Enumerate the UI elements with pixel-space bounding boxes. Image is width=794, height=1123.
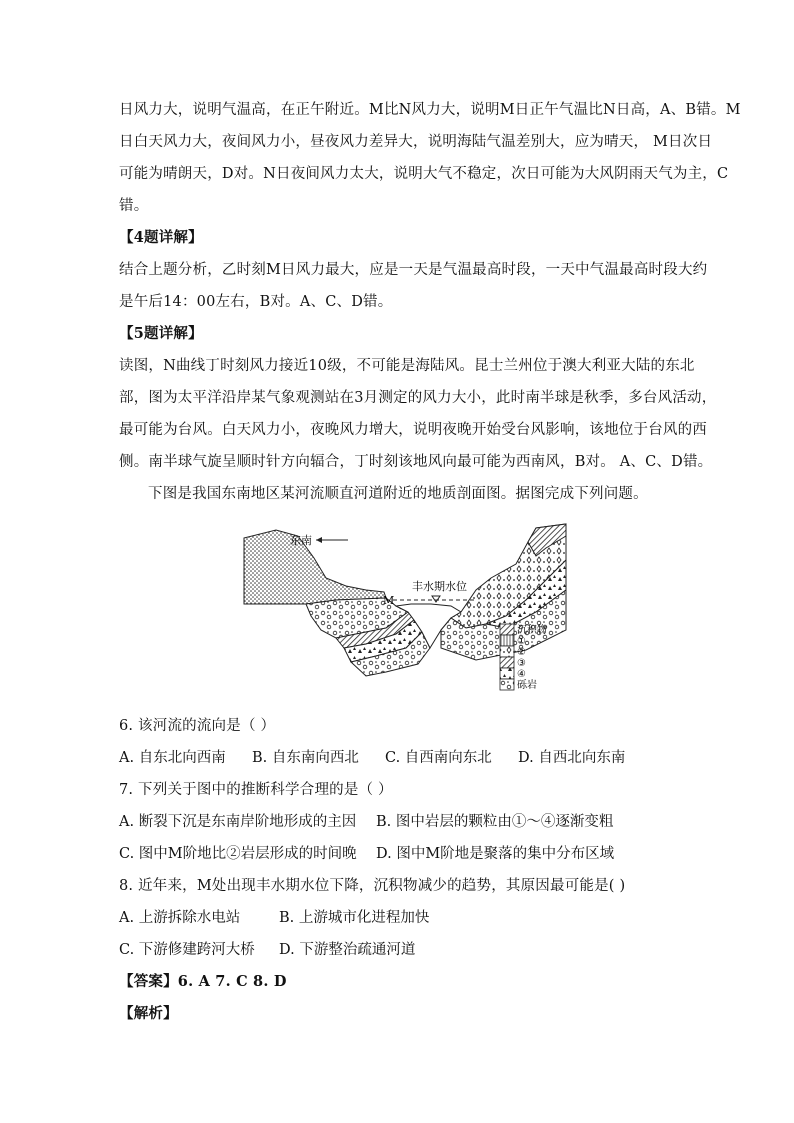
answer-line: 【答案】6. A 7. C 8. D — [119, 973, 287, 990]
legend-label: ③ — [517, 658, 526, 669]
question-6-stem: 6. 该河流的流向是（ ） — [119, 718, 276, 734]
direction-label: 东南 — [290, 534, 312, 547]
option-d: D. 图中M阶地是聚落的集中分布区域 — [376, 846, 615, 862]
legend-label: 沉积物 — [517, 625, 547, 636]
section-heading-q4: 【4题详解】 — [119, 229, 203, 246]
option-c: C. 自西南向东北 — [385, 750, 492, 766]
question-7-options-row1 — [119, 812, 679, 832]
option-a: A. 上游拆除水电站 — [119, 910, 241, 926]
text-line: 最可能为台风。白天风力小，夜晚风力增大，说明夜晚开始受台风影响，该地位于台风的西 — [119, 422, 707, 438]
text-line: 日风力大，说明气温高，在正午附近。M比N风力大，说明M日正午气温比N日高，A、B错。M — [119, 102, 741, 118]
legend-label: ① — [517, 636, 526, 647]
water-level-label: 丰水期水位 — [412, 580, 467, 593]
figure-intro: 下图是我国东南地区某河流顺直河道附近的地质剖面图。据图完成下列问题。 — [148, 486, 648, 502]
section-heading-q5: 【5题详解】 — [119, 325, 203, 342]
text-line: 侧。南半球气旋呈顺时针方向辐合，丁时刻该地风向最可能为西南风，B对。 A、C、D错。 — [119, 454, 713, 470]
option-b: B. 上游城市化进程加快 — [279, 910, 430, 926]
text-line: 日白天风力大，夜间风力小，昼夜风力差异大，说明海陆气温差别大，应为晴天， M日次日 — [119, 134, 713, 150]
legend-label: 砾岩 — [517, 680, 537, 691]
terrace-point-label: M — [383, 594, 395, 607]
option-b: B. 图中岩层的颗粒由①～④逐渐变粗 — [376, 814, 614, 830]
text-line: 部，图为太平洋沿岸某气象观测站在3月测定的风力大小，此时南半球是秋季，多台风活动， — [119, 390, 717, 406]
question-8-options-row2 — [119, 940, 679, 960]
option-a: A. 断裂下沉是东南岸阶地形成的主因 — [119, 814, 357, 830]
text-line: 结合上题分析，乙时刻M日风力最大，应是一天是气温最高时段，一天中气温最高时段大约 — [119, 262, 708, 278]
question-8-options-row1 — [119, 908, 679, 928]
option-d: D. 自西北向东南 — [518, 750, 626, 766]
legend-label: ② — [517, 647, 526, 658]
option-c: C. 图中M阶地比②岩层形成的时间晚 — [119, 846, 357, 862]
text-line: 读图，N曲线丁时刻风力接近10级，不可能是海陆风。昆士兰州位于澳大利亚大陆的东北 — [119, 358, 695, 374]
question-7-stem: 7. 下列关于图中的推断科学合理的是（ ） — [119, 782, 393, 798]
option-a: A. 自东北向西南 — [119, 750, 226, 766]
option-c: C. 下游修建跨河大桥 — [119, 942, 255, 958]
geological-profile-figure — [236, 520, 581, 700]
option-d: D. 下游整治疏通河道 — [279, 942, 416, 958]
question-8-stem: 8. 近年来，M处出现丰水期水位下降，沉积物减少的趋势，其原因最可能是( ) — [119, 878, 626, 894]
text-line: 可能为晴朗天，D对。N日夜间风力太大，说明大气不稳定，次日可能为大风阴雨天气为主，C — [119, 166, 729, 182]
analysis-heading: 【解析】 — [119, 1005, 178, 1022]
question-7-options-row2 — [119, 844, 679, 864]
question-6-options — [119, 748, 679, 768]
text-line: 是午后14：00左右，B对。A、C、D错。 — [119, 294, 393, 310]
option-b: B. 自东南向西北 — [252, 750, 359, 766]
text-line: 错。 — [119, 198, 149, 214]
legend-label: ④ — [517, 669, 526, 680]
